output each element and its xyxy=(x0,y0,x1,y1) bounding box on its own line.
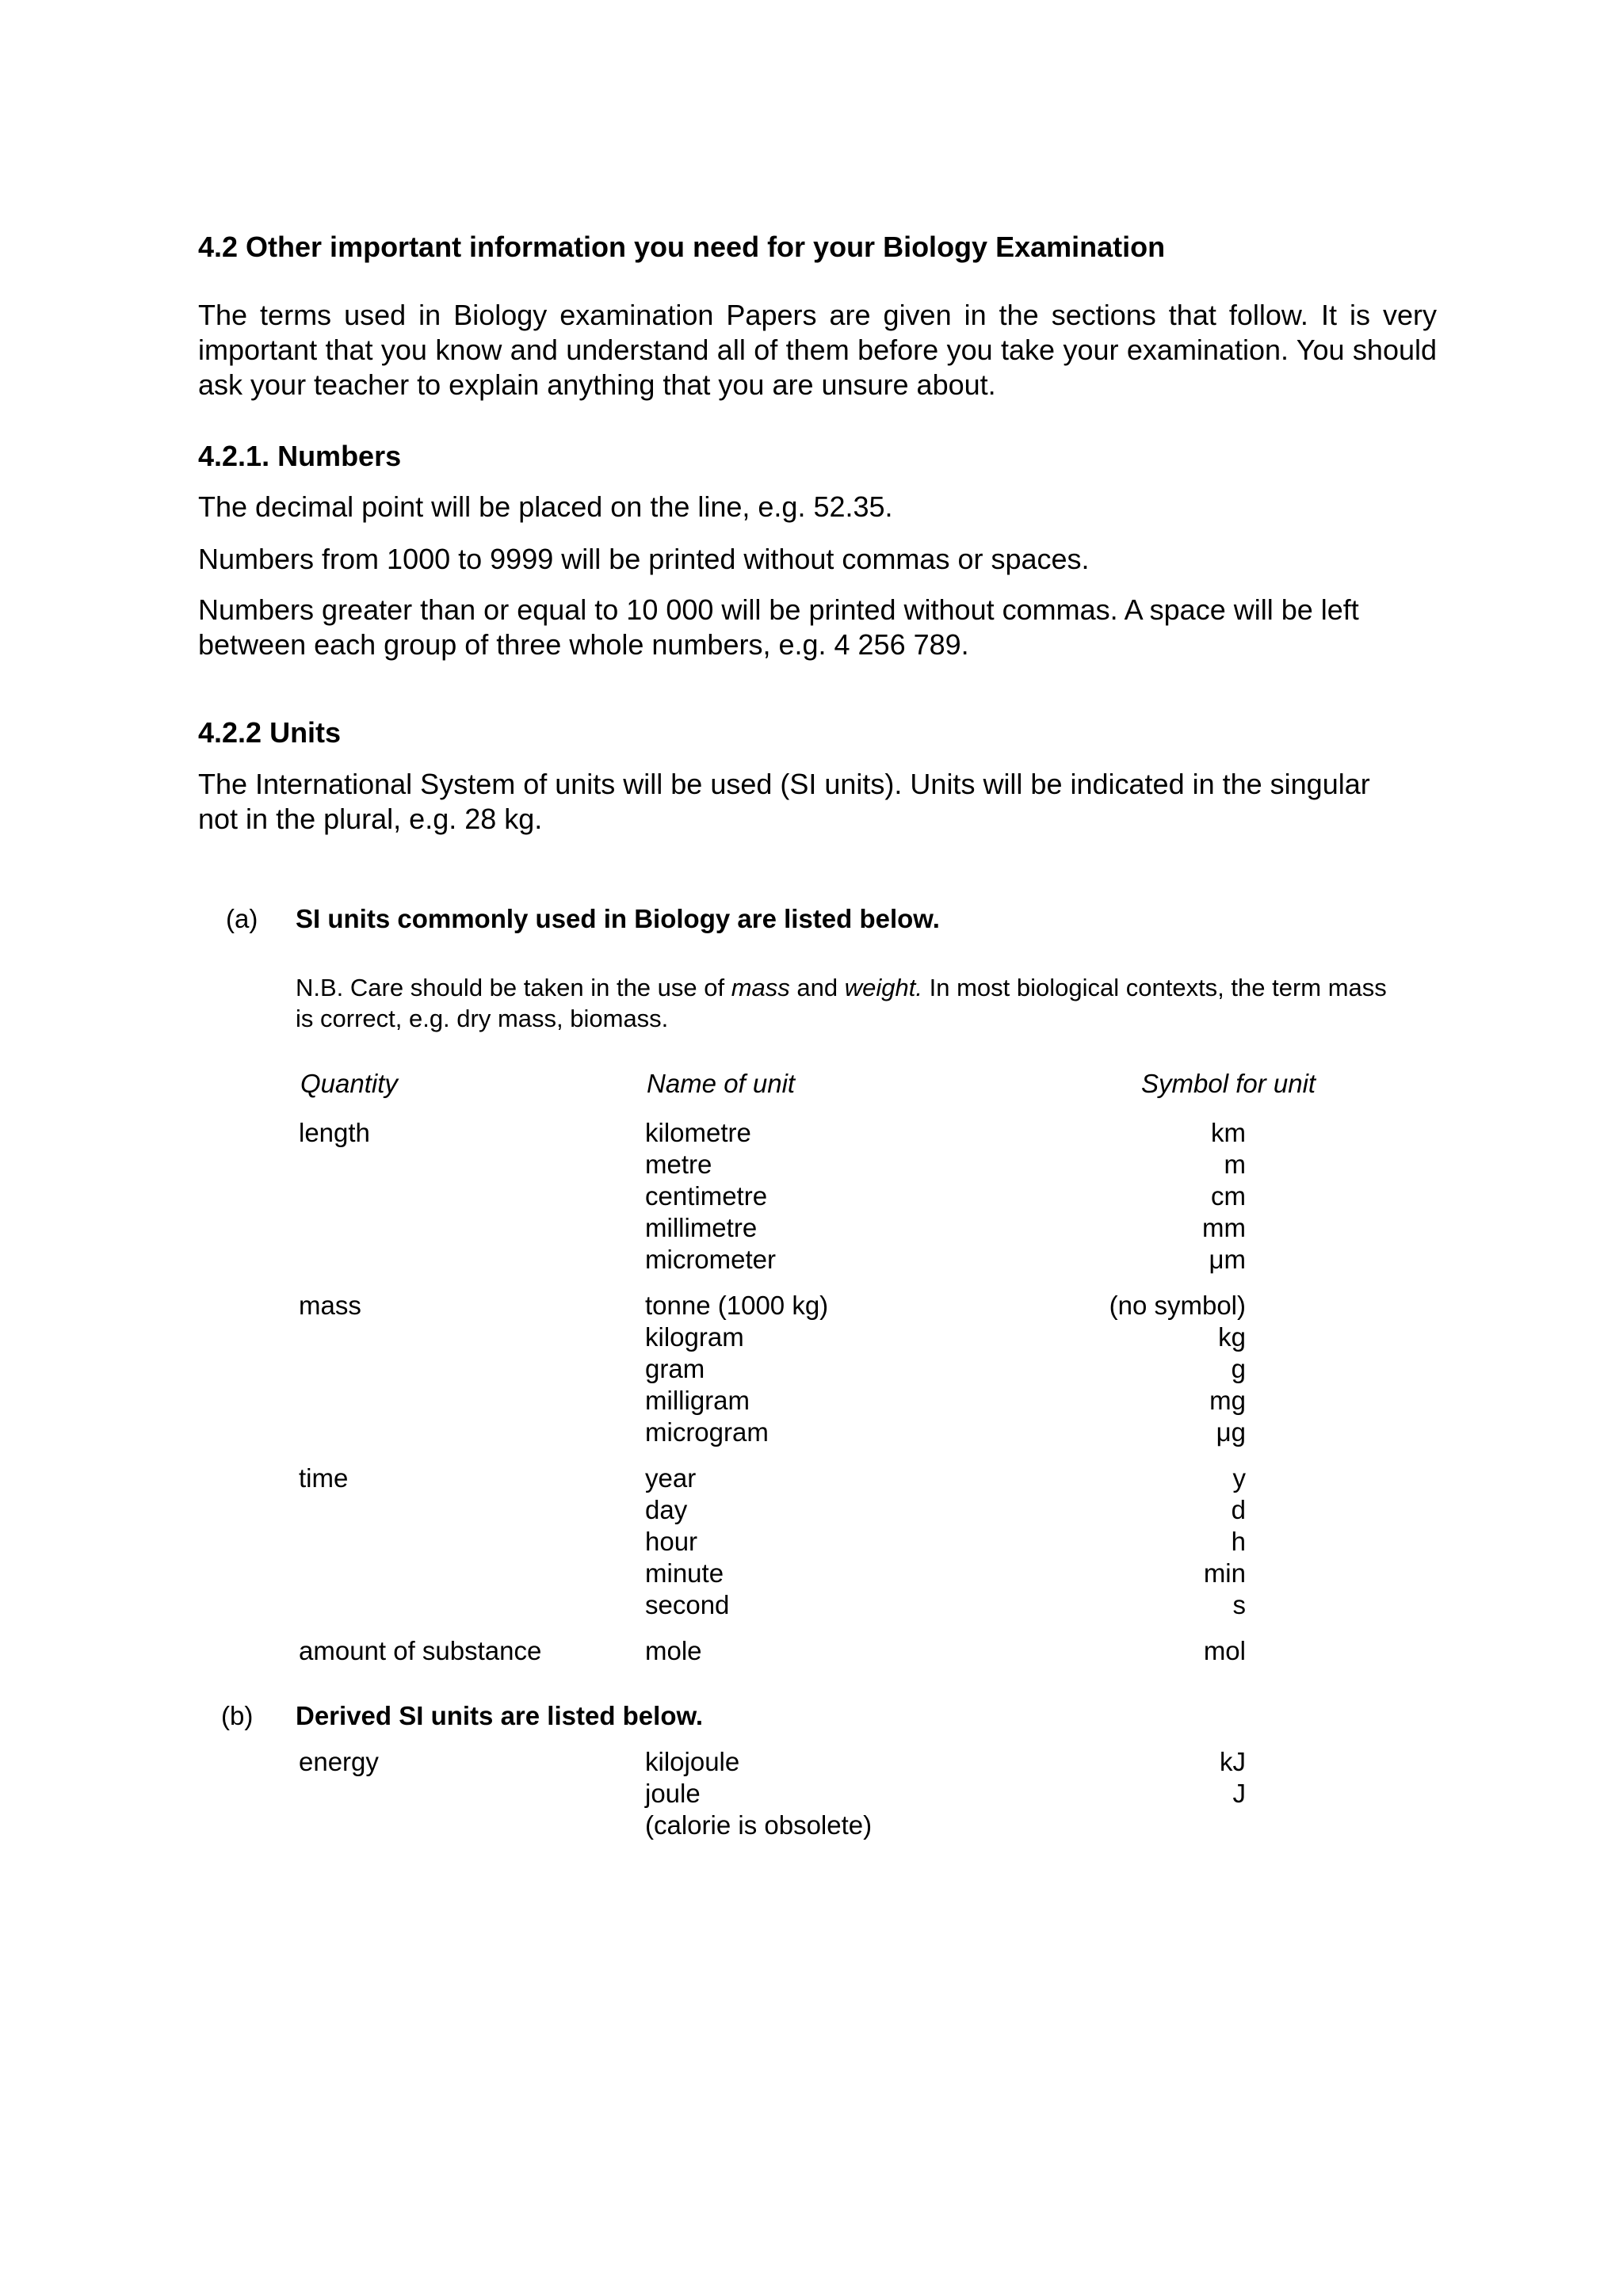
unit-symbol: s xyxy=(1232,1590,1246,1619)
section-heading: 4.2 Other important information you need for your Biology Examination xyxy=(198,231,1166,263)
unit-name: year xyxy=(645,1463,697,1493)
unit-symbol: h xyxy=(1231,1527,1246,1556)
unit-symbol: m xyxy=(1224,1150,1246,1179)
quantity-cell: mass xyxy=(299,1291,361,1320)
unit-name: hour xyxy=(645,1527,698,1556)
unit-symbol: y xyxy=(1232,1463,1246,1493)
unit-name: joule xyxy=(645,1779,701,1808)
part-a-label: (a) xyxy=(226,904,258,933)
unit-name: gram xyxy=(645,1354,705,1383)
part-b-title: Derived SI units are listed below. xyxy=(296,1701,704,1730)
mass-weight-note xyxy=(296,972,1405,1034)
note-weight: weight. xyxy=(844,974,922,1001)
intro-paragraph: The terms used in Biology examination Papers are given in the sections that follow. It is very important that you know and understand all of them before you take your examination. You should ask your teacher to explain anything that you are unsure about. xyxy=(198,299,1437,401)
unit-symbol-list xyxy=(1078,1463,1246,1621)
unit-name: millimetre xyxy=(645,1213,758,1242)
part-a-title: SI units commonly used in Biology are listed below. xyxy=(296,904,940,933)
unit-symbol: (no symbol) xyxy=(1109,1291,1246,1320)
unit-symbol: J xyxy=(1232,1779,1246,1808)
numbers-paragraph-1: The decimal point will be placed on the line, e.g. 52.35. xyxy=(198,490,893,523)
unit-name-list xyxy=(645,1117,776,1276)
unit-name: centimetre xyxy=(645,1181,768,1211)
column-header-name: Name of unit xyxy=(647,1069,796,1098)
unit-name-list xyxy=(645,1463,729,1621)
unit-symbol xyxy=(1078,1810,1246,1841)
unit-name: micrometer xyxy=(645,1245,777,1274)
unit-name-list xyxy=(645,1635,702,1667)
numbers-paragraph-3: Numbers greater than or equal to 10 000 will be printed without commas. A space will be left between each group of three whole numbers, e.g. 4 256 789. xyxy=(198,593,1359,661)
column-header-symbol: Symbol for unit xyxy=(1141,1069,1316,1098)
unit-symbol: mm xyxy=(1202,1213,1246,1242)
unit-symbol-list xyxy=(1078,1746,1246,1841)
unit-symbol-list xyxy=(1078,1117,1246,1276)
unit-name: mole xyxy=(645,1636,702,1665)
unit-name: kilojoule xyxy=(645,1747,740,1776)
unit-symbol: g xyxy=(1231,1354,1246,1383)
unit-name-list xyxy=(645,1746,872,1841)
unit-name: metre xyxy=(645,1150,712,1179)
unit-symbol: d xyxy=(1231,1495,1246,1524)
unit-symbol: min xyxy=(1203,1558,1246,1588)
unit-name: second xyxy=(645,1590,730,1619)
unit-name: (calorie is obsolete) xyxy=(645,1810,873,1840)
unit-symbol-list xyxy=(1078,1635,1246,1667)
unit-name: minute xyxy=(645,1558,724,1588)
numbers-heading: 4.2.1. Numbers xyxy=(198,440,402,472)
note-text: N.B. Care should be taken in the use of xyxy=(296,974,731,1001)
quantity-cell: length xyxy=(299,1118,370,1147)
units-paragraph: The International System of units will be used (SI units). Units will be indicated in the singular not in the plural, e.g. 28 kg. xyxy=(198,768,1370,835)
unit-symbol: kg xyxy=(1218,1322,1246,1352)
unit-name: milligram xyxy=(645,1386,750,1415)
unit-name: day xyxy=(645,1495,688,1524)
unit-name: kilogram xyxy=(645,1322,744,1352)
unit-symbol: cm xyxy=(1211,1181,1246,1211)
quantity-cell: energy xyxy=(299,1747,379,1776)
quantity-cell: amount of substance xyxy=(299,1636,542,1665)
unit-name: microgram xyxy=(645,1417,769,1447)
part-b-label: (b) xyxy=(221,1701,254,1730)
column-header-quantity: Quantity xyxy=(300,1069,398,1098)
note-text-rest: In most biological contexts, the term mass is correct, e.g. dry mass, biomass. xyxy=(296,974,1387,1032)
numbers-paragraph-2: Numbers from 1000 to 9999 will be printed without commas or spaces. xyxy=(198,543,1090,575)
unit-symbol: mg xyxy=(1209,1386,1246,1415)
unit-symbol-list xyxy=(1078,1290,1246,1448)
unit-symbol: μg xyxy=(1216,1417,1246,1447)
unit-symbol: μm xyxy=(1209,1245,1246,1274)
note-mass: mass xyxy=(731,974,790,1001)
unit-symbol: km xyxy=(1211,1118,1246,1147)
unit-name: tonne (1000 kg) xyxy=(645,1291,829,1320)
unit-name: kilometre xyxy=(645,1118,751,1147)
unit-symbol: mol xyxy=(1203,1636,1246,1665)
unit-name-list xyxy=(645,1290,828,1448)
unit-symbol: kJ xyxy=(1220,1747,1246,1776)
note-and: and xyxy=(789,974,845,1001)
units-heading: 4.2.2 Units xyxy=(198,716,342,749)
quantity-cell: time xyxy=(299,1463,349,1493)
